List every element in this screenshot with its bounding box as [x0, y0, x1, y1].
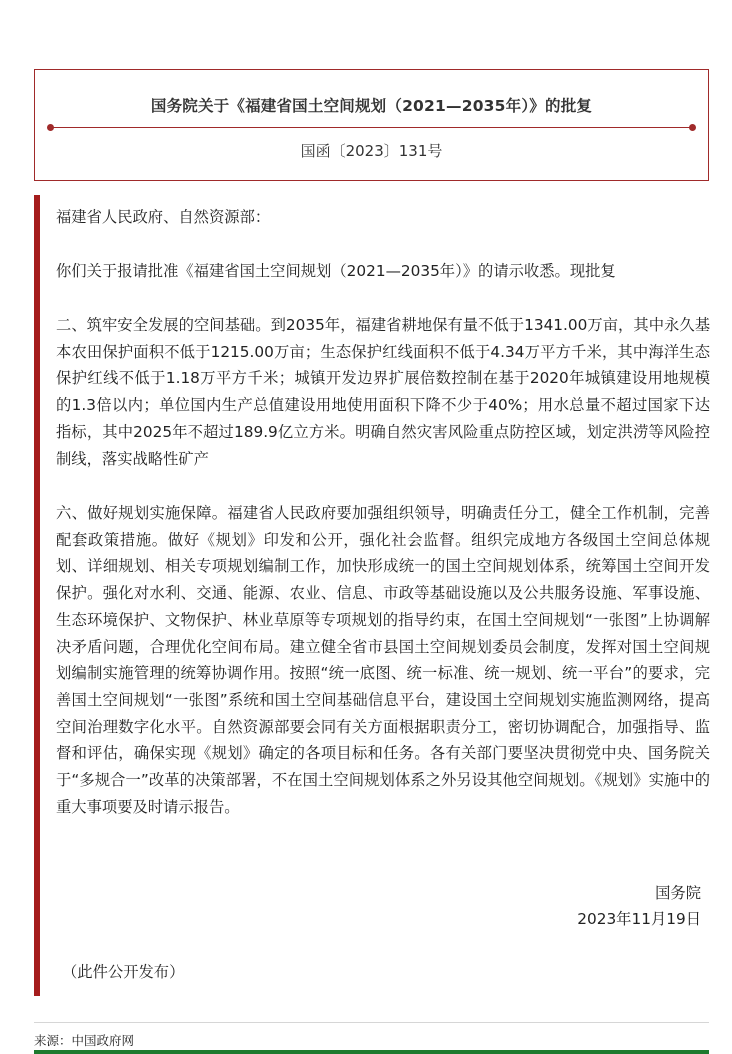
- footer-bar: [34, 1050, 709, 1054]
- document-header: [34, 69, 709, 181]
- document-title: 国务院关于《福建省国土空间规划（2021—2035年）》的批复: [150, 97, 593, 115]
- paragraph-section-2: 二、筑牢安全发展的空间基础。到2035年，福建省耕地保有量不低于1341.00万亩，其中永久基本农田保护面积不低于1215.00万亩；生态保护红线面积不低于4.34万平方千米，其中海洋生态保护红线不低于1.18万平方千米；城镇开发边界扩展倍数控制在基于2020年城镇建设用地规模的1.3倍以内；单位国内生产总值建设用地使用面积下降不少于40%；用水总量不超过国家下达指标，其中2025年不超过189.9亿立方米。明确自然灾害风险重点防控区域，划定洪涝等风险控制线，落实战略性矿产: [56, 316, 710, 468]
- signature-date: 2023年11月19日: [577, 910, 701, 928]
- title-divider: [50, 127, 693, 128]
- source-label: 来源：中国政府网: [34, 1033, 135, 1048]
- document-body: [34, 195, 709, 996]
- salutation: 福建省人民政府、自然资源部：: [56, 208, 271, 226]
- publish-note: （此件公开发布）: [62, 963, 185, 981]
- paragraph-intro: 你们关于报请批准《福建省国土空间规划（2021—2035年）》的请示收悉。现批复: [56, 262, 616, 280]
- paragraph-section-6: 六、做好规划实施保障。福建省人民政府要加强组织领导，明确责任分工，健全工作机制，完善配套政策措施。做好《规划》印发和公开，强化社会监督。组织完成地方各级国土空间总体规划、详细规划、相关专项规划编制工作，加快形成统一的国土空间规划体系，统筹国土空间开发保护。强化对水利、交通、能源、农业、信息、市政等基础设施以及公共服务设施、军事设施、生态环境保护、文物保护、林业草原等专项规划的指导约束，在国土空间规划“一张图”上协调解决矛盾问题，合理优化空间布局。建立健全省市县国土空间规划委员会制度，发挥对国土空间规划编制实施管理的统筹协调作用。按照“统一底图、统一标准、统一规划、统一平台”的要求，完善国土空间规划“一张图”系统和国土空间基础信息平台，建设国土空间规划实施监测网络，提高空间治理数字化水平。自然资源部要会同有关方面根据职责分工，密切协调配合，加强指导、监督和评估，确保实现《规划》确定的各项目标和任务。各有关部门要坚决贯彻党中央、国务院关于“多规合一”改革的决策部署，不在国土空间规划体系之外另设其他空间规划。《规划》实施中的重大事项要及时请示报告。: [56, 504, 710, 816]
- document-number: 国函〔2023〕131号: [300, 142, 443, 160]
- footer-divider: [34, 1022, 709, 1023]
- signature-org: 国务院: [655, 884, 701, 902]
